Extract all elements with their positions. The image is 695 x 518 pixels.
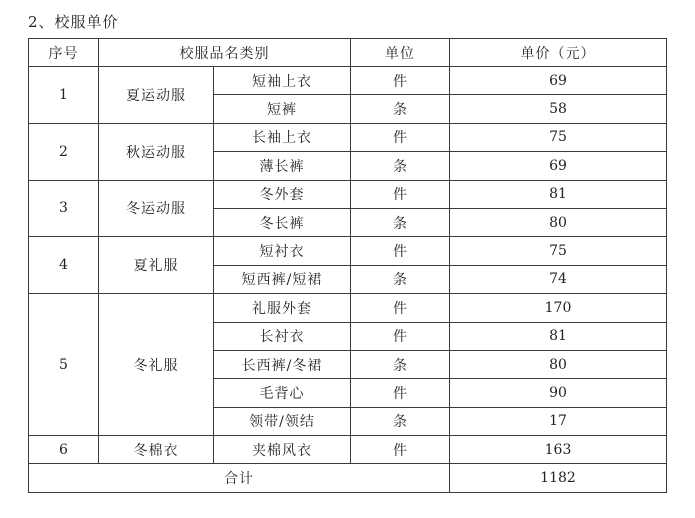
- item-name: 冬外套: [214, 180, 351, 208]
- table-row: [29, 294, 667, 322]
- item-price: 80: [450, 208, 667, 236]
- group-category: 冬棉衣: [99, 436, 214, 464]
- group-category: 秋运动服: [99, 123, 214, 180]
- item-name: 短西裤/短裙: [214, 265, 351, 293]
- item-unit: 件: [351, 322, 450, 350]
- total-label: 合计: [29, 464, 450, 492]
- item-name: 礼服外套: [214, 294, 351, 322]
- item-unit: 条: [351, 95, 450, 123]
- item-price: 163: [450, 436, 667, 464]
- header-price: 单价（元）: [450, 39, 667, 67]
- table-row: [29, 67, 667, 95]
- item-unit: 件: [351, 436, 450, 464]
- total-value: 1182: [450, 464, 667, 492]
- item-price: 81: [450, 180, 667, 208]
- item-unit: 条: [351, 152, 450, 180]
- item-unit: 件: [351, 67, 450, 95]
- item-price: 75: [450, 123, 667, 151]
- uniform-price-table: [28, 38, 667, 493]
- item-price: 69: [450, 67, 667, 95]
- item-unit: 条: [351, 208, 450, 236]
- group-category: 冬礼服: [99, 294, 214, 436]
- item-price: 170: [450, 294, 667, 322]
- group-index: 1: [29, 67, 99, 124]
- table-row: [29, 180, 667, 208]
- item-unit: 条: [351, 350, 450, 378]
- item-name: 短裤: [214, 95, 351, 123]
- item-price: 69: [450, 152, 667, 180]
- item-name: 长西裤/冬裙: [214, 350, 351, 378]
- item-unit: 条: [351, 407, 450, 435]
- item-name: 夹棉风衣: [214, 436, 351, 464]
- group-category: 夏运动服: [99, 67, 214, 124]
- item-unit: 条: [351, 265, 450, 293]
- item-name: 短衬衣: [214, 237, 351, 265]
- item-name: 长衬衣: [214, 322, 351, 350]
- table-row: [29, 237, 667, 265]
- item-price: 90: [450, 379, 667, 407]
- item-price: 75: [450, 237, 667, 265]
- item-unit: 件: [351, 237, 450, 265]
- item-price: 74: [450, 265, 667, 293]
- group-index: 3: [29, 180, 99, 237]
- table-row: [29, 436, 667, 464]
- header-unit: 单位: [351, 39, 450, 67]
- section-title: 2、校服单价: [28, 13, 119, 31]
- item-price: 17: [450, 407, 667, 435]
- group-index: 6: [29, 436, 99, 464]
- group-category: 冬运动服: [99, 180, 214, 237]
- item-name: 毛背心: [214, 379, 351, 407]
- item-unit: 件: [351, 294, 450, 322]
- item-price: 80: [450, 350, 667, 378]
- item-price: 58: [450, 95, 667, 123]
- group-category: 夏礼服: [99, 237, 214, 294]
- item-name: 薄长裤: [214, 152, 351, 180]
- item-name: 领带/领结: [214, 407, 351, 435]
- item-unit: 件: [351, 123, 450, 151]
- item-name: 长袖上衣: [214, 123, 351, 151]
- header-category: 校服品名类别: [99, 39, 351, 67]
- group-index: 4: [29, 237, 99, 294]
- header-index: 序号: [29, 39, 99, 67]
- item-name: 冬长裤: [214, 208, 351, 236]
- table-row: [29, 123, 667, 151]
- group-index: 5: [29, 294, 99, 436]
- item-name: 短袖上衣: [214, 67, 351, 95]
- item-price: 81: [450, 322, 667, 350]
- total-row: [29, 464, 667, 492]
- item-unit: 件: [351, 180, 450, 208]
- item-unit: 件: [351, 379, 450, 407]
- group-index: 2: [29, 123, 99, 180]
- header-row: [29, 39, 667, 67]
